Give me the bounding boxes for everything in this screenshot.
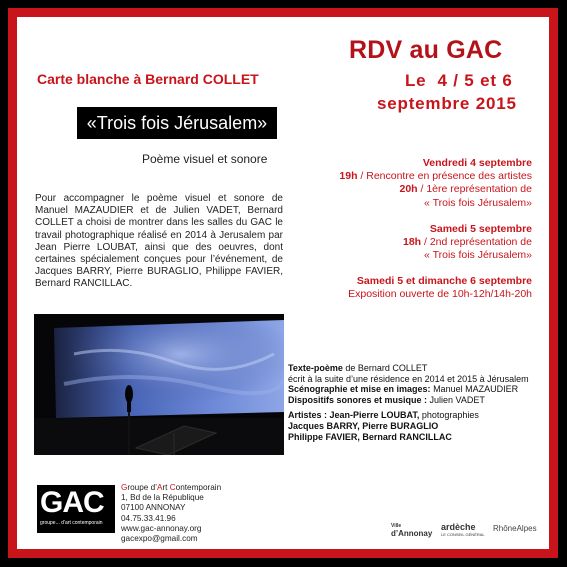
schedule-weekend — [348, 275, 532, 301]
sponsor-ardeche-logo: ardèche LE CONSEIL GÉNÉRAL — [441, 522, 485, 537]
credit-label: Dispositifs sonores et musique : — [288, 394, 428, 405]
logo-subtext: groupe... d’art contemporain — [40, 520, 103, 526]
schedule-time: 20h — [399, 183, 418, 196]
schedule-day-3: Samedi 5 et dimanche 6 septembre — [356, 275, 532, 287]
credit-text: écrit à la suite d’une résidence en 2014 et 2015 à Jérusalem — [288, 373, 529, 384]
credit-label: Artistes : Jean-Pierre LOUBAT, — [288, 410, 420, 421]
logo-text: GAC — [40, 486, 104, 519]
credit-artists: Philippe FAVIER, Bernard RANCILLAC — [288, 431, 452, 442]
schedule-event: « Trois fois Jérusalem» — [424, 196, 532, 209]
work-title: «Trois fois Jérusalem» — [86, 113, 268, 133]
org-name: Groupe d’Art Contemporain — [121, 483, 222, 492]
schedule-day-1: Vendredi 4 septembre — [422, 157, 532, 169]
address-line-1: 1, Bd de la République — [121, 493, 204, 503]
schedule-item — [339, 170, 532, 183]
event-photo — [34, 314, 284, 455]
event-heading: RDV au GAC — [349, 36, 503, 64]
schedule-saturday — [403, 223, 532, 263]
credit-label: Texte-poème — [288, 363, 343, 373]
contact-block — [121, 483, 221, 544]
phone-number: 04.75.33.41.96 — [121, 513, 176, 523]
schedule-item — [339, 183, 532, 196]
schedule-event: / 1ère représentation de — [417, 183, 532, 196]
credit-text: photographies — [419, 410, 479, 421]
schedule-event: / 2nd représentation de — [421, 236, 532, 249]
website-link[interactable]: www.gac-annonay.org — [121, 523, 202, 533]
carte-blanche-title: Carte blanche à Bernard COLLET — [37, 71, 259, 87]
intro-paragraph: Pour accompagner le poème visuel et sonore de Manuel MAZAUDIER et de Julien VADET, Bernard COLLET a choisi de montrer dans les salles du GAC le travail photographique réalisé en 2014 à Jerusalem par Jean Pierre LOUBAT, ainsi que des oeuvres, dont certaines spécialement conçues pour l’événement, de Jacques BARRY, Pierre BURAGLIO, Philippe FAVIER, Bernard RANCILLAC. — [35, 193, 283, 290]
sponsor-annonay-logo: Ville d’Annonay — [391, 523, 433, 538]
sponsor-rhonealpes-logo: RhôneAlpes — [493, 524, 537, 533]
credit-text: Julien VADET — [427, 394, 485, 405]
schedule-item — [403, 236, 532, 249]
credit-artists: Jacques BARRY, Pierre BURAGLIO — [288, 420, 439, 431]
email-link[interactable]: gacexpo@gmail.com — [121, 534, 198, 544]
date-line-2: septembre 2015 — [377, 94, 517, 113]
photo-illustration — [34, 314, 284, 455]
work-subtitle: Poème visuel et sonore — [142, 152, 268, 166]
schedule-time: 18h — [402, 236, 422, 249]
schedule-event: « Trois fois Jérusalem» — [424, 249, 532, 262]
schedule-time: 19h — [339, 170, 358, 183]
work-title-box — [77, 107, 277, 139]
sponsor-logos — [391, 522, 541, 538]
date-line-1: Le 4 / 5 et 6 — [405, 71, 513, 90]
credit-text: de Bernard COLLET — [342, 363, 428, 373]
schedule-event: / Rencontre en présence des artistes — [357, 170, 532, 183]
address-line-2: 07100 ANNONAY — [121, 503, 186, 513]
gac-logo — [37, 485, 115, 533]
credit-text: Manuel MAZAUDIER — [430, 384, 519, 395]
schedule-event: Exposition ouverte de 10h-12h/14h-20h — [348, 288, 532, 301]
schedule-friday — [339, 157, 532, 210]
schedule-day-2: Samedi 5 septembre — [429, 223, 532, 235]
flyer-card — [17, 17, 549, 549]
credit-label: Scénographie et mise en images: — [288, 384, 431, 395]
credits-block — [288, 363, 529, 442]
